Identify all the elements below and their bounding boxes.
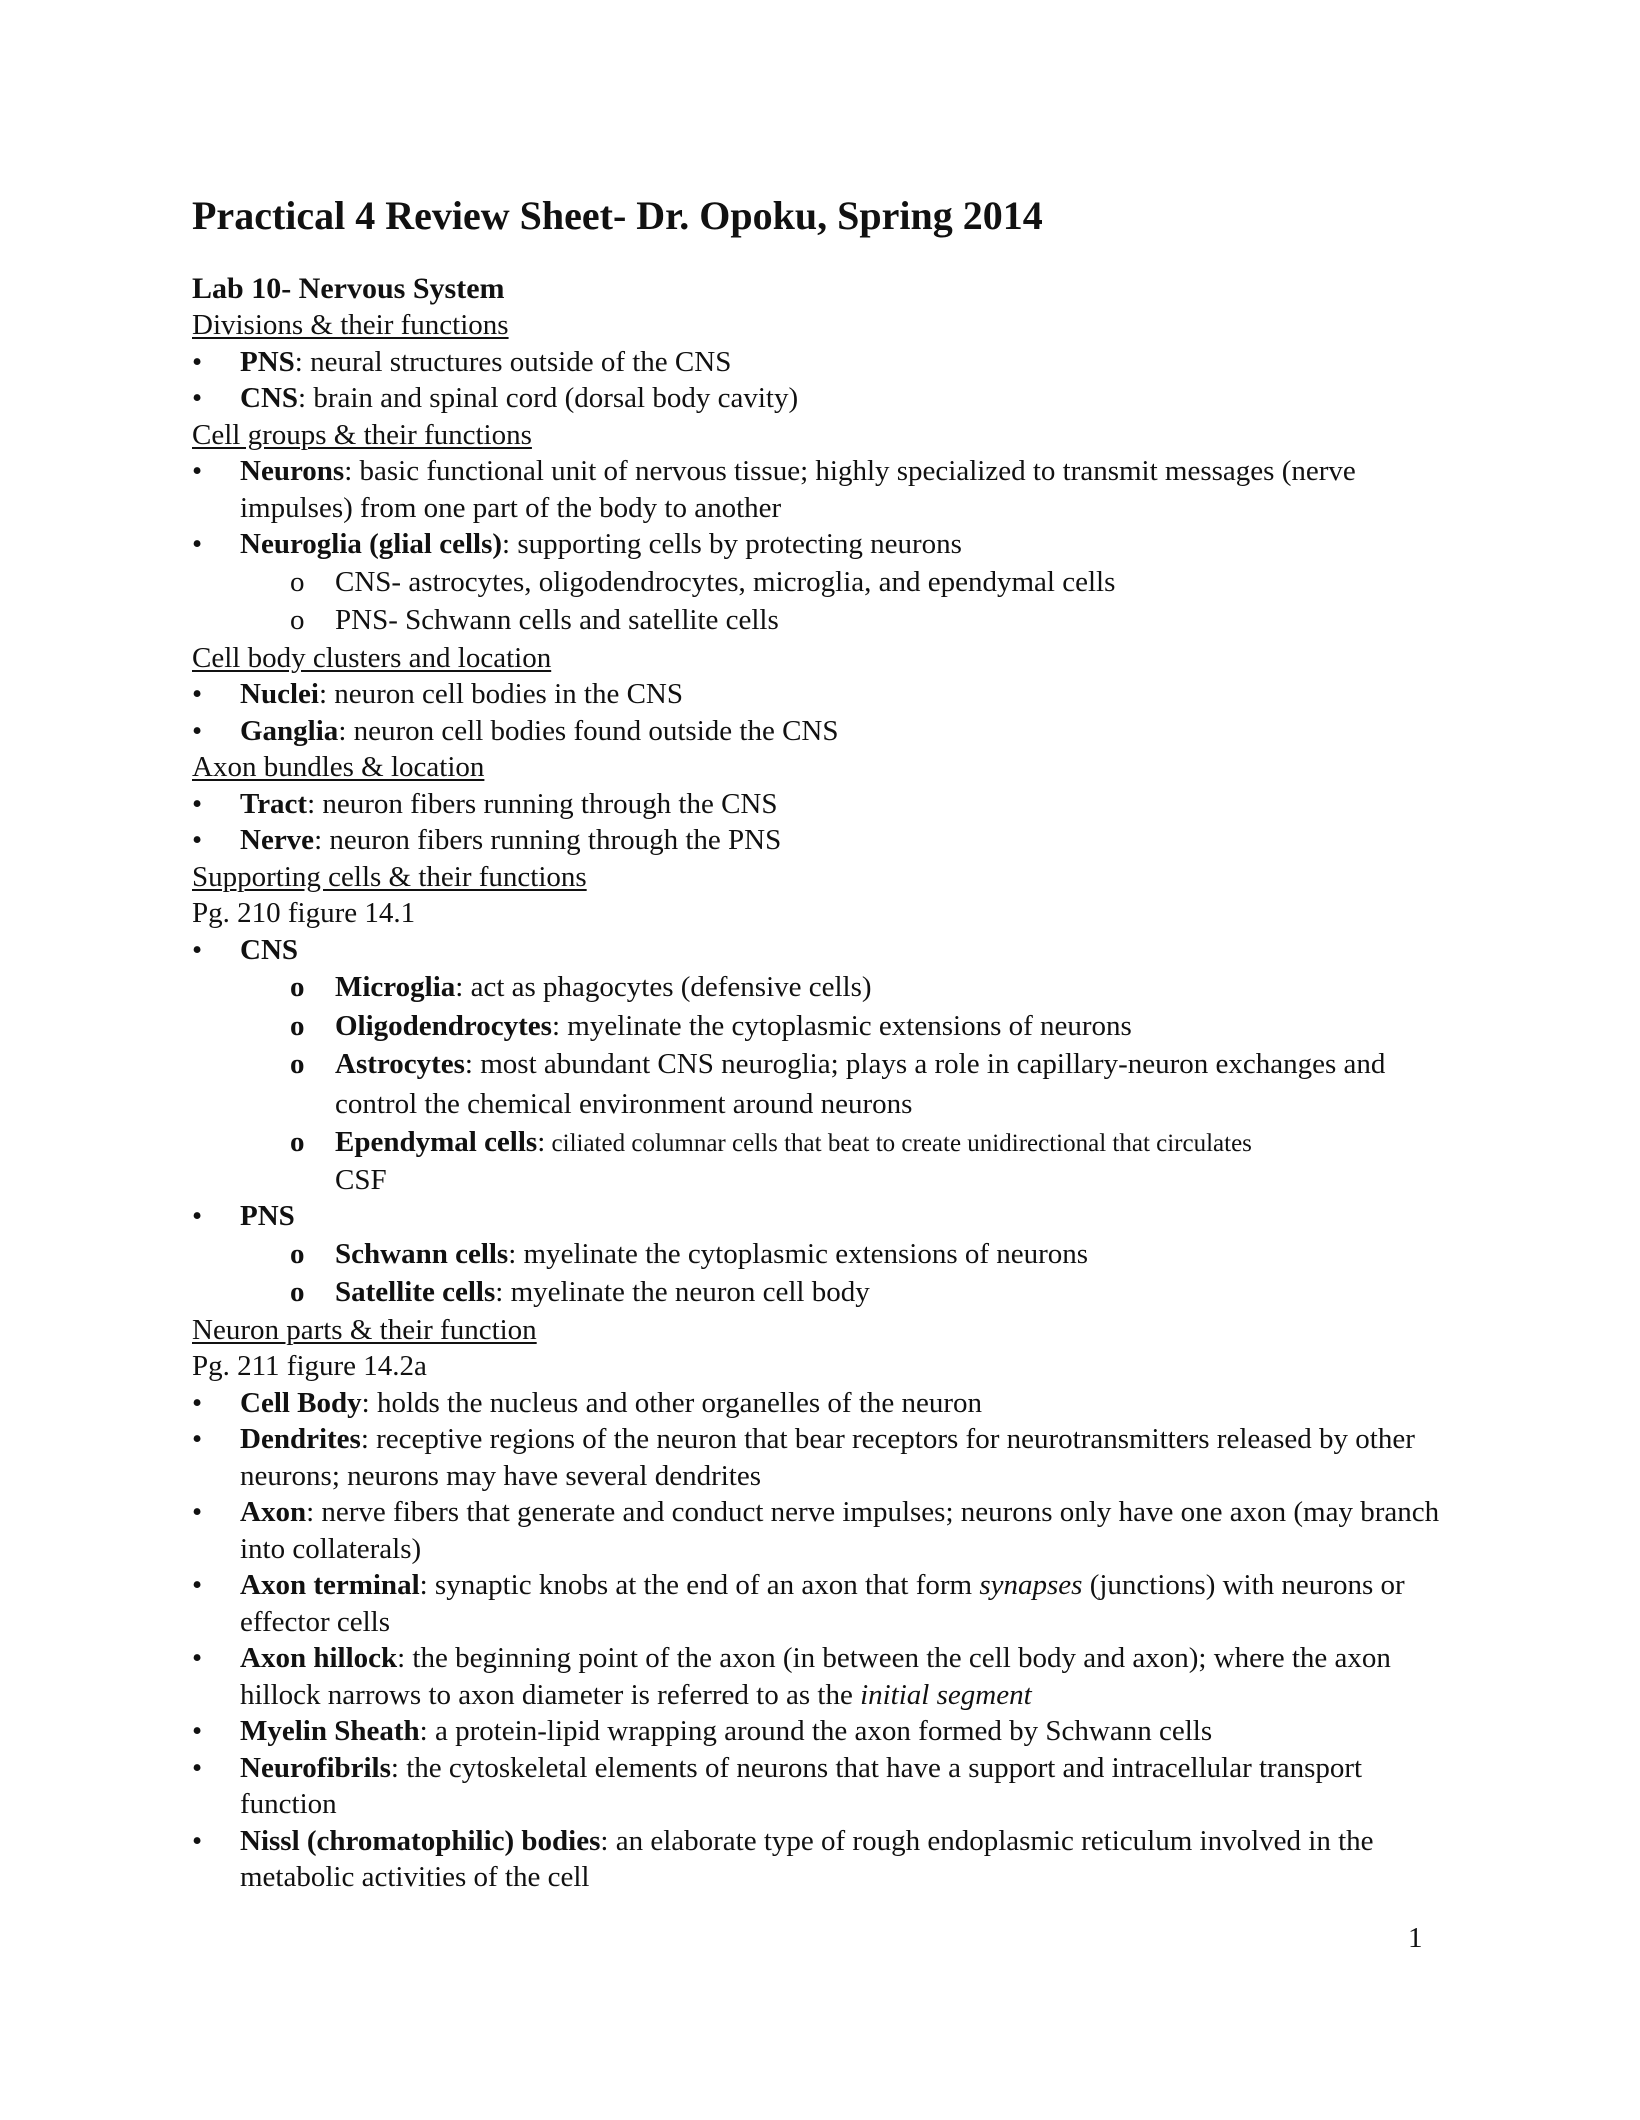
list-item-ganglia (192, 713, 1452, 750)
list-item-myelin-sheath (192, 1713, 1452, 1750)
definition-nissl-bodies: : an elaborate type of rough endoplasmic reticulum involved in the metabolic activities of the cell (240, 1824, 1374, 1893)
figure-reference-neuron-parts: Pg. 211 figure 14.2a (192, 1350, 427, 1382)
definition-cns: : brain and spinal cord (dorsal body cavity) (298, 382, 799, 414)
list-item-supporting-pns (192, 1198, 1452, 1235)
list-item-supporting-cns (192, 932, 1452, 969)
list-item-neuroglia (192, 526, 1452, 563)
definition-axon-terminal-a: : synaptic knobs at the end of an axon that form (419, 1569, 980, 1601)
definition-nerve: : neuron fibers running through the PNS (314, 824, 782, 856)
axon-bundles-list (192, 786, 1452, 859)
term-schwann: Schwann cells (335, 1237, 509, 1270)
definition-myelin-sheath: : a protein-lipid wrapping around the axon formed by Schwann cells (419, 1715, 1213, 1747)
list-item-pns (192, 344, 1452, 381)
term-synapses: synapses (979, 1569, 1083, 1601)
list-item-nuclei (192, 676, 1452, 713)
supporting-cells-list (192, 932, 1452, 1312)
list-item-axon (192, 1494, 1452, 1567)
section-heading-divisions: Divisions & their functions (192, 309, 509, 341)
lab-heading: Lab 10- Nervous System (192, 272, 505, 305)
definition-satellite: : myelinate the neuron cell body (495, 1276, 870, 1308)
label-supporting-cns: CNS (240, 933, 299, 966)
definition-cell-body: : holds the nucleus and other organelles of the neuron (361, 1386, 983, 1419)
term-axon: Axon (240, 1496, 307, 1528)
term-oligodendrocytes: Oligodendrocytes (335, 1009, 552, 1042)
list-item-neurons (192, 453, 1452, 526)
list-item-nissl-bodies (192, 1823, 1452, 1896)
list-item-axon-hillock (192, 1640, 1452, 1713)
section-heading-axon-bundles: Axon bundles & location (192, 751, 485, 783)
term-nissl-bodies: Nissl (chromatophilic) bodies (240, 1824, 601, 1857)
term-axon-terminal: Axon terminal (240, 1569, 420, 1601)
definition-ependymal-end: CSF (335, 1164, 387, 1196)
list-item-axon-terminal (192, 1567, 1452, 1640)
definition-dendrites: : receptive regions of the neuron that bear receptors for neurotransmitters released by other neurons; neurons may have several dendrites (240, 1423, 1415, 1492)
label-supporting-pns: PNS (240, 1200, 295, 1232)
sub-item-neuroglia-pns: o PNS- Schwann cells and satellite cells (192, 601, 1452, 640)
definition-astrocytes: : most abundant CNS neuroglia; plays a role in capillary-neuron exchanges and control the chemical environment around neurons (335, 1048, 1386, 1120)
sub-item-microglia (192, 968, 1452, 1007)
divisions-list (192, 344, 1452, 417)
term-satellite: Satellite cells (335, 1276, 496, 1308)
figure-reference-supporting-cells: Pg. 210 figure 14.1 (192, 897, 416, 929)
section-heading-cell-body-clusters: Cell body clusters and location (192, 641, 552, 674)
definition-oligodendrocytes: : myelinate the cytoplasmic extensions of neurons (551, 1009, 1132, 1042)
term-neuroglia: Neuroglia (glial cells) (240, 528, 503, 560)
term-neurons: Neurons (240, 455, 345, 487)
definition-neuroglia: : supporting cells by protecting neurons (502, 528, 962, 560)
neuron-parts-list (192, 1385, 1452, 1896)
sub-item-astrocytes (192, 1045, 1452, 1124)
term-ependymal: Ependymal cells (335, 1126, 538, 1158)
definition-schwann: : myelinate the cytoplasmic extensions of neurons (508, 1237, 1089, 1270)
term-nuclei: Nuclei (240, 678, 319, 710)
list-item-cns (192, 380, 1452, 417)
list-item-neurofibrils (192, 1750, 1452, 1823)
page-title: Practical 4 Review Sheet- Dr. Opoku, Spring 2014 (192, 193, 1043, 238)
term-myelin-sheath: Myelin Sheath (240, 1715, 420, 1747)
term-cell-body: Cell Body (240, 1386, 362, 1419)
definition-axon-hillock: : the beginning point of the axon (in between the cell body and axon); where the axon hillock narrows to axon diameter is referred to as the (240, 1642, 1391, 1711)
term-cns: CNS (240, 382, 299, 414)
definition-ependymal: ciliated columnar cells that beat to create unidirectional that circulates (545, 1130, 1252, 1157)
term-tract: Tract (240, 787, 308, 820)
cell-groups-list (192, 453, 1452, 640)
list-item-tract (192, 786, 1452, 823)
definition-neurofibrils: : the cytoskeletal elements of neurons that have a support and intracellular transport function (240, 1751, 1363, 1820)
term-microglia: Microglia (335, 971, 456, 1003)
list-item-dendrites (192, 1421, 1452, 1494)
definition-microglia: : act as phagocytes (defensive cells) (455, 971, 872, 1003)
definition-axon-terminal-b: (junctions) with neurons or effector cells (240, 1569, 1405, 1638)
sub-item-ependymal (192, 1124, 1452, 1198)
definition-ganglia: : neuron cell bodies found outside the CNS (338, 714, 839, 747)
term-pns: PNS (240, 345, 295, 378)
cell-body-clusters-list (192, 676, 1452, 749)
section-heading-neuron-parts: Neuron parts & their function (192, 1313, 537, 1346)
term-dendrites: Dendrites (240, 1423, 361, 1455)
term-nerve: Nerve (240, 824, 315, 856)
document-content (192, 188, 1452, 1896)
sub-item-oligodendrocytes (192, 1007, 1452, 1046)
sub-item-satellite (192, 1273, 1452, 1312)
definition-tract: : neuron fibers running through the CNS (307, 787, 778, 820)
term-initial-segment: initial segment (860, 1678, 1032, 1711)
term-axon-hillock: Axon hillock (240, 1642, 398, 1674)
colon-ependymal: : (537, 1126, 546, 1158)
section-heading-supporting-cells: Supporting cells & their functions (192, 860, 587, 893)
term-ganglia: Ganglia (240, 714, 339, 747)
sub-item-schwann (192, 1235, 1452, 1274)
list-item-cell-body (192, 1385, 1452, 1422)
definition-axon: : nerve fibers that generate and conduct nerve impulses; neurons only have one axon (may branch into collaterals) (240, 1496, 1440, 1565)
definition-pns: : neural structures outside of the CNS (294, 345, 732, 378)
term-neurofibrils: Neurofibrils (240, 1751, 391, 1784)
page-number: 1 (1408, 1922, 1423, 1954)
definition-neurons: : basic functional unit of nervous tissue; highly specialized to transmit messages (nerve impulses) from one part of the body to another (240, 455, 1356, 524)
section-heading-cell-groups: Cell groups & their functions (192, 418, 532, 451)
sub-item-neuroglia-cns: o CNS- astrocytes, oligodendrocytes, microglia, and ependymal cells (192, 563, 1452, 602)
list-item-nerve (192, 822, 1452, 859)
definition-nuclei: : neuron cell bodies in the CNS (318, 678, 683, 710)
term-astrocytes: Astrocytes (335, 1048, 465, 1080)
